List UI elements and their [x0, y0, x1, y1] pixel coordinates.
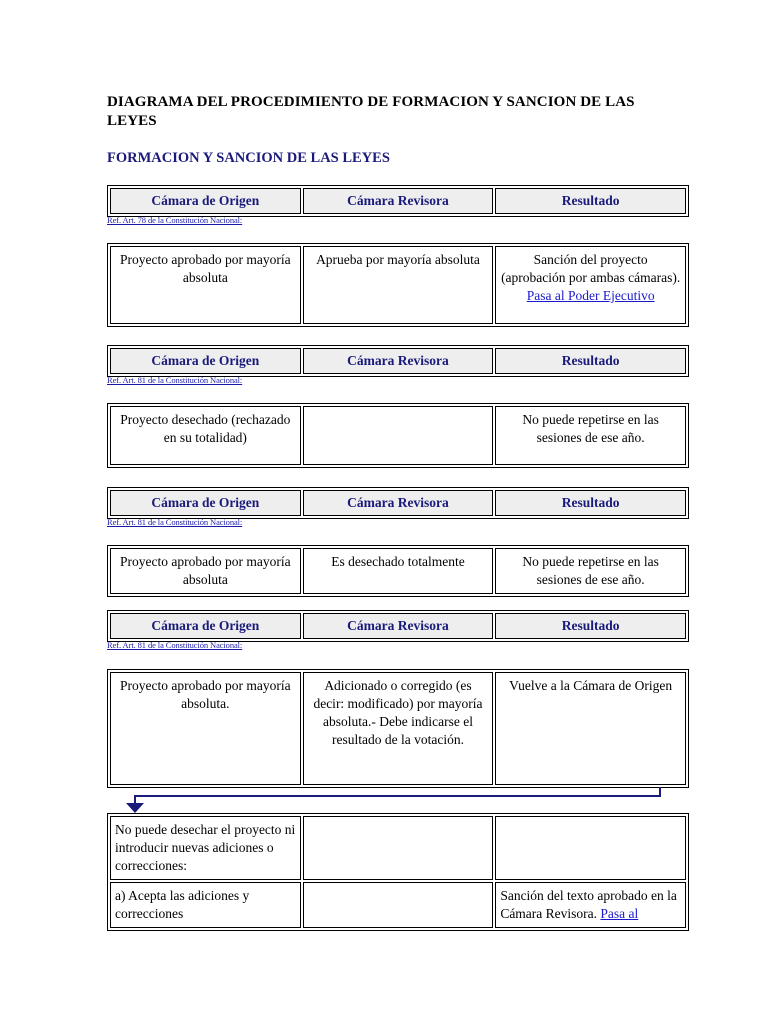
- header-table-3: [107, 487, 689, 519]
- header-table-1: [107, 185, 689, 217]
- cell-origen-followup: No puede desechar el proyecto ni introducir nuevas adiciones o correcciones:: [110, 816, 301, 880]
- resultado-text: Sanción del texto aprobado en la Cámara Revisora.: [500, 888, 677, 921]
- header-resultado: Resultado: [495, 490, 686, 516]
- section-subtitle: FORMACION Y SANCION DE LAS LEYES: [107, 150, 390, 166]
- header-camara-origen: Cámara de Origen: [110, 490, 301, 516]
- cell-revisora: Es desechado totalmente: [303, 548, 494, 594]
- pasa-al-link[interactable]: Pasa al: [600, 906, 639, 921]
- cell-resultado-followup: [495, 816, 686, 880]
- procedure-table-2: [107, 403, 689, 468]
- cell-resultado: [495, 246, 686, 324]
- cell-revisora: Aprueba por mayoría absoluta: [303, 246, 494, 324]
- header-camara-revisora: Cámara Revisora: [303, 490, 494, 516]
- ref-link-art-78[interactable]: Ref. Art. 78 de la Constitución Nacional:: [107, 215, 243, 225]
- header-resultado: Resultado: [495, 188, 686, 214]
- cell-resultado-acepta: [495, 882, 686, 928]
- header-camara-origen: Cámara de Origen: [110, 348, 301, 374]
- document-title: DIAGRAMA DEL PROCEDIMIENTO DE FORMACION Y SANCION DE LAS LEYES: [107, 94, 635, 129]
- header-table-2: [107, 345, 689, 377]
- followup-table: [107, 813, 689, 931]
- cell-origen-acepta: a) Acepta las adiciones y correcciones: [110, 882, 301, 928]
- cell-resultado: No puede repetirse en las sesiones de ese año.: [495, 406, 686, 465]
- header-camara-origen: Cámara de Origen: [110, 613, 301, 639]
- header-camara-origen: Cámara de Origen: [110, 188, 301, 214]
- cell-revisora-followup: [303, 816, 494, 880]
- cell-origen: Proyecto aprobado por mayoría absoluta: [110, 548, 301, 594]
- ref-link-art-81[interactable]: Ref. Art. 81 de la Constitución Nacional:: [107, 640, 243, 650]
- arrow-down-icon: [126, 803, 144, 813]
- pasa-al-poder-ejecutivo-link[interactable]: Pasa al Poder Ejecutivo: [526, 288, 655, 303]
- cell-origen: Proyecto desechado (rechazado en su totalidad): [110, 406, 301, 465]
- header-camara-revisora: Cámara Revisora: [303, 348, 494, 374]
- cell-revisora-acepta: [303, 882, 494, 928]
- resultado-text: Sanción del proyecto (aprobación por ambas cámaras).: [501, 252, 681, 285]
- header-camara-revisora: Cámara Revisora: [303, 613, 494, 639]
- header-camara-revisora: Cámara Revisora: [303, 188, 494, 214]
- header-resultado: Resultado: [495, 348, 686, 374]
- procedure-table-4: [107, 669, 689, 788]
- cell-revisora: [303, 406, 494, 465]
- procedure-table-3: [107, 545, 689, 597]
- procedure-table-1: [107, 243, 689, 327]
- ref-link-art-81[interactable]: Ref. Art. 81 de la Constitución Nacional:: [107, 517, 243, 527]
- header-table-4: [107, 610, 689, 642]
- cell-resultado: No puede repetirse en las sesiones de ese año.: [495, 548, 686, 594]
- header-resultado: Resultado: [495, 613, 686, 639]
- ref-link-art-81[interactable]: Ref. Art. 81 de la Constitución Nacional:: [107, 375, 243, 385]
- cell-origen: Proyecto aprobado por mayoría absoluta.: [110, 672, 301, 785]
- flow-connector-line: [134, 795, 661, 797]
- cell-resultado: Vuelve a la Cámara de Origen: [495, 672, 686, 785]
- cell-origen: Proyecto aprobado por mayoría absoluta: [110, 246, 301, 324]
- cell-revisora: Adicionado o corregido (es decir: modificado) por mayoría absoluta.- Debe indicarse el resultado de la votación.: [303, 672, 494, 785]
